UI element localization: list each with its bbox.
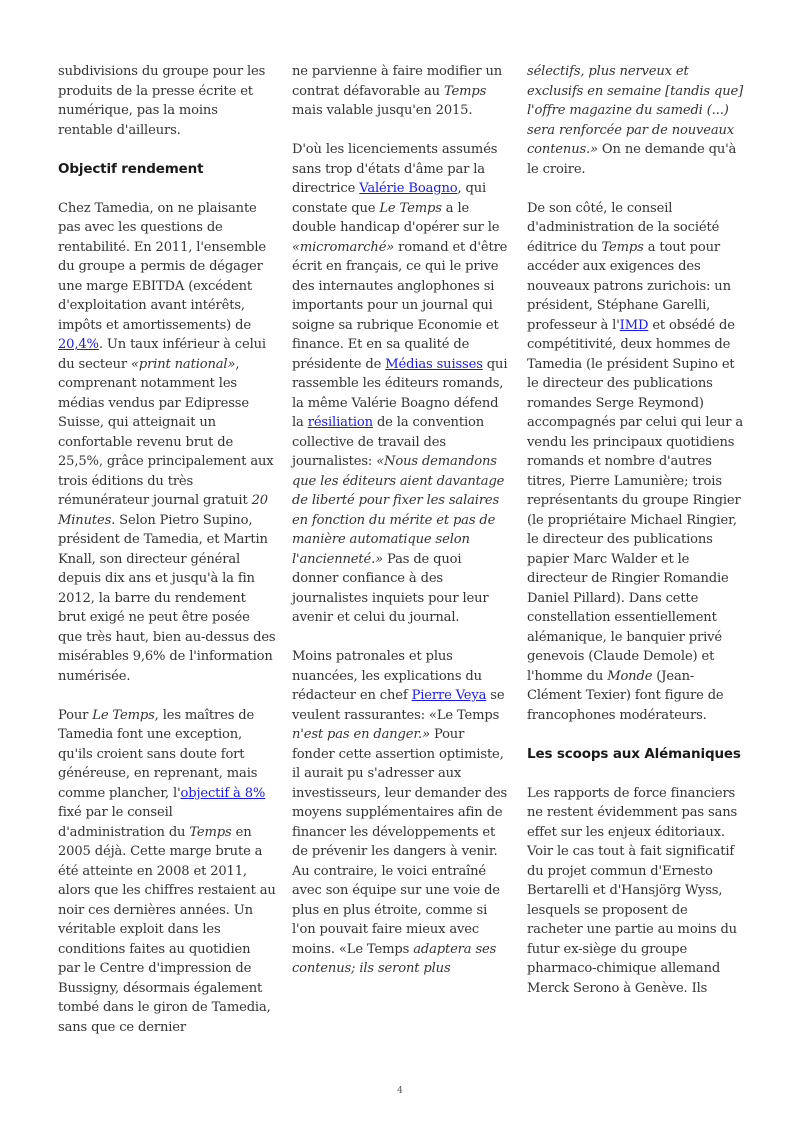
italic-text: «micromarché» xyxy=(292,239,395,255)
text-run: et obsédé de compétitivité, deux hommes de Tamedia (le président Supino et le directeur des publications romandes Serge Reymond) accompagnés par celui qui leur a vendu les principaux quotidiens romands et nombre d'autres titres, Pierre Lamunière; trois représentants du groupe Ringier (le propriétaire Michael Ringier, le directeur des publications papier Marc Walder et le directeur de Ringier Romandie Daniel Pillard). Dans cette constellation essentiellement alémanique, le banquier privé genevois (Claude Demole) et l'homme du xyxy=(527,317,744,684)
paragraph xyxy=(292,62,510,121)
italic-text: Temps xyxy=(189,824,232,840)
text-run: a le double handicap d'opérer sur le xyxy=(292,200,500,235)
italic-text: Temps xyxy=(601,239,644,255)
section-heading xyxy=(527,745,745,765)
text-run: Les scoops aux Alémaniques xyxy=(527,745,741,762)
text-run: , qui constate que xyxy=(292,181,487,216)
text-column-3 xyxy=(527,62,745,1018)
text-run: se veulent rassurantes: «Le Temps xyxy=(292,688,505,723)
text-run: Pas de quoi donner confiance à des journalistes inquiets pour leur avenir et celui du journal. xyxy=(292,551,489,625)
text-run: romand et d'être écrit en français, ce qui le prive des internautes anglophones si importants pour un journal qui soigne sa rubrique Economie et finance. Et en sa qualité de présidente de xyxy=(292,239,508,372)
italic-text: Temps xyxy=(443,83,487,99)
text-run: en 2005 déjà. Cette marge brute a été atteinte en 2008 et 2011, alors que les chiffres restaient au noir ces dernières années. Un véritable exploit dans les conditions faites au quotidien par le Centre d'impression de Bussigny, désormais également tombé dans le giron de Tamedia, sans que ce dernier xyxy=(58,824,276,1035)
italic-text: adaptera ses contenus; ils seront plus xyxy=(292,941,497,976)
text-run: fixé par le conseil d'administration du xyxy=(58,805,190,840)
text-run: Objectif rendement xyxy=(58,160,204,177)
text-run: Pour xyxy=(58,707,93,723)
inline-link[interactable]: 20,4% xyxy=(58,337,99,352)
section-heading xyxy=(58,160,276,180)
text-run: On ne demande qu'à le croire. xyxy=(527,142,737,177)
text-column-2 xyxy=(292,62,510,998)
text-run: Pour fonder cette assertion optimiste, il aurait pu s'adresser aux investisseurs, leur demander des moyens supplémentaires afin de financer les développements et de prévenir les dangers à venir. Au contraire, le voici entraîné avec son équipe sur une voie de plus en plus étroite, comme si l'on pouvait faire mieux avec moins. «Le Temps xyxy=(292,727,508,957)
text-run: , comprenant notamment les médias vendus par Edipresse Suisse, qui atteignait un confortable revenu brut de 25,5%, grâce principalement aux trois éditions du très rémunérateur journal gratuit xyxy=(58,356,274,508)
inline-link[interactable]: Médias suisses xyxy=(385,356,483,372)
inline-link[interactable]: objectif à 8% xyxy=(180,785,266,801)
text-run: , les maîtres de Tamedia font une exception, qu'ils croient sans doute fort généreuse, en reprenant, mais comme plancher, l' xyxy=(58,707,258,801)
text-run: mais valable jusqu'en 2015. xyxy=(292,103,473,118)
text-run: . Un taux inférieur à celui du secteur xyxy=(58,337,266,372)
inline-link[interactable]: Valérie Boagno xyxy=(359,181,458,196)
text-run: De son côté, le conseil d'administration de la société éditrice du xyxy=(527,200,720,255)
italic-text: Monde xyxy=(607,668,653,684)
paragraph xyxy=(58,706,276,1038)
italic-text: sélectifs, plus nerveux et exclusifs en semaine [tandis que] l'offre magazine du samedi (...) sera renforcée par de nouveaux contenus.» xyxy=(527,64,744,157)
text-run: Moins patronales et plus nuancées, les explications du rédacteur en chef xyxy=(292,649,482,703)
inline-link[interactable]: Pierre Veya xyxy=(411,688,487,703)
paragraph xyxy=(527,784,745,999)
text-run: a tout pour accéder aux exigences des nouveaux patrons zurichois: un président, Stéphane Garelli, professeur à l' xyxy=(527,239,731,333)
text-run: Les rapports de force financiers ne restent évidemment pas sans effet sur les enjeux éditoriaux. Voir le cas tout à fait significatif du projet commun d'Ernesto Bertarelli et d'Hansjörg Wyss, lesquels se proposent de racheter une partie au moins du futur ex-siège du groupe pharmaco-chimique allemand Merck Serono à Genève. Ils xyxy=(527,785,738,996)
italic-text: Le Temps xyxy=(379,200,442,216)
text-run: Chez Tamedia, on ne plaisante pas avec les questions de rentabilité. En 2011, l'ensemble du groupe a permis de dégager une marge EBITDA (excédent d'exploitation avant intérêts, impôts et amortissements) de xyxy=(58,200,266,333)
text-run: ne parvienne à faire modifier un contrat défavorable au xyxy=(292,64,503,99)
inline-link[interactable]: IMD xyxy=(619,317,649,333)
paragraph xyxy=(527,62,745,179)
paragraph xyxy=(292,140,510,628)
italic-text: n'est pas en danger.» xyxy=(292,727,430,742)
italic-text: «print national» xyxy=(131,356,236,372)
text-run: qui rassemble les éditeurs romands, la même Valérie Boagno défend la xyxy=(292,356,508,430)
text-run: subdivisions du groupe pour les produits de la presse écrite et numérique, pas la moins rentable d'ailleurs. xyxy=(58,64,266,138)
text-run: . Selon Pietro Supino, président de Tamedia, et Martin Knall, son directeur général depuis dix ans et jusqu'à la fin 2012, la barre du rendement brut exigé ne peut être posée que très haut, bien au-dessus des misérables 9,6% de l'information numérisée. xyxy=(58,512,276,684)
text-column-1 xyxy=(58,62,276,1057)
italic-text: Le Temps xyxy=(92,707,155,723)
inline-link[interactable]: résiliation xyxy=(307,415,373,430)
text-run: (Jean-Clément Texier) font figure de francophones modérateurs. xyxy=(527,668,724,723)
paragraph xyxy=(58,62,276,140)
paragraph xyxy=(527,199,745,726)
page-number: 4 xyxy=(397,1086,403,1096)
text-run: D'où les licenciements assumés sans trop d'états d'âme par la directrice xyxy=(292,142,498,196)
italic-text: «Nous demandons que les éditeurs aient davantage de liberté pour fixer les salaires en fonction du mérite et pas de manière automatique selon l'ancienneté.» xyxy=(292,454,505,567)
paragraph xyxy=(292,647,510,979)
paragraph xyxy=(58,199,276,687)
text-run: de la convention collective de travail des journalistes: xyxy=(292,415,484,469)
italic-text: 20 Minutes xyxy=(58,493,268,528)
